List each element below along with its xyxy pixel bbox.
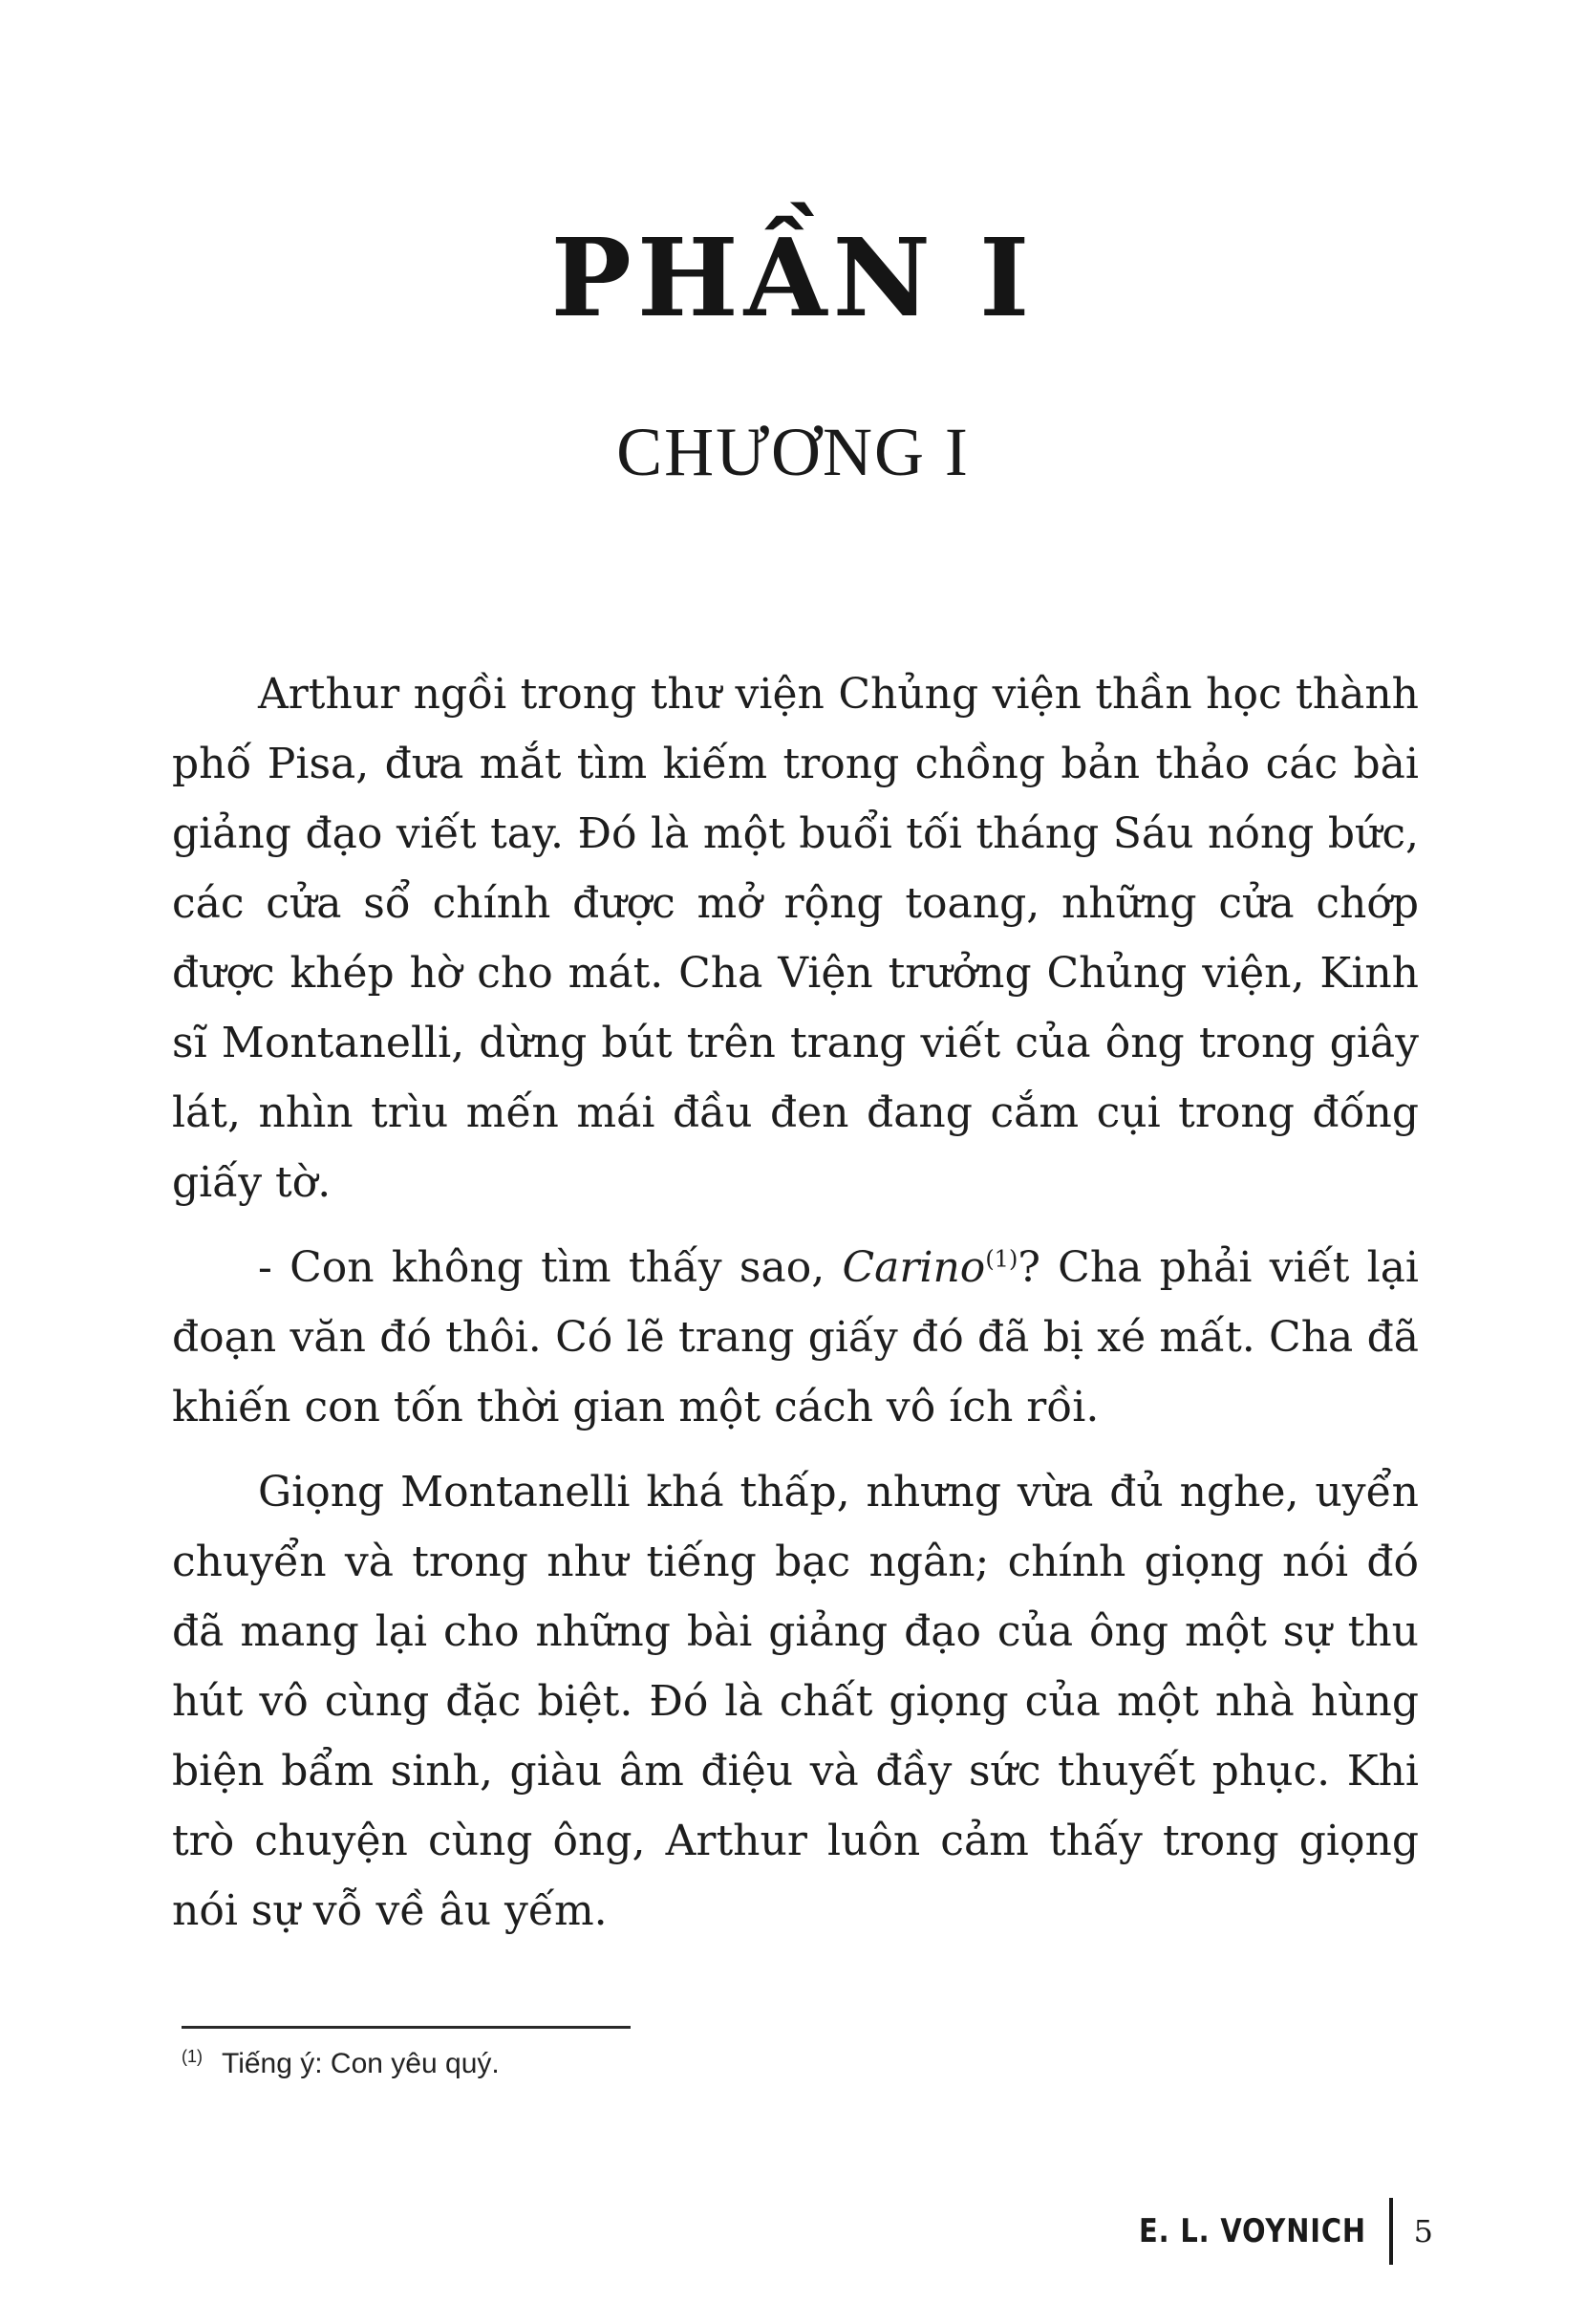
chapter-title: CHƯƠNG I bbox=[616, 414, 970, 490]
footnote-mark: (1) bbox=[182, 2047, 203, 2066]
author-name: E. L. VOYNICH bbox=[1138, 2212, 1366, 2250]
italic-word-carino: Carino bbox=[842, 1243, 986, 1292]
footnote-text: Tiếng ý: Con yêu quý. bbox=[222, 2048, 500, 2079]
footnote-divider bbox=[182, 2026, 631, 2029]
paragraph-1: Arthur ngồi trong thư viện Chủng viện thần học thành phố Pisa, đưa mắt tìm kiếm trong chồng bản thảo các bài giảng đạo viết tay. Đó là một buổi tối tháng Sáu nóng bức, các cửa sổ chính được mở rộng toang, những cửa chớp được khép hờ cho mát. Cha Viện trưởng Chủng viện, Kinh sĩ Montanelli, dừng bút trên trang viết của ông trong giây lát, nhìn trìu mến mái đầu đen đang cắm cụi trong đống giấy tờ. bbox=[172, 670, 1419, 1207]
paragraph-3: Giọng Montanelli khá thấp, nhưng vừa đủ nghe, uyển chuyển và trong như tiếng bạc ngân; chính giọng nói đó đã mang lại cho những bài giảng đạo của ông một sự thu hút vô cùng đặc biệt. Đó là chất giọng của một nhà hùng biện bẩm sinh, giàu âm điệu và đầy sức thuyết phục. Khi trò chuyện cùng ông, Arthur luôn cảm thấy trong giọng nói sự vỗ về âu yếm. bbox=[172, 1468, 1419, 1935]
paragraph-2-start: - Con không tìm thấy sao, bbox=[258, 1243, 843, 1292]
page-footer bbox=[1099, 2198, 1433, 2265]
chapter-body bbox=[172, 659, 1419, 1961]
paragraph-2 bbox=[172, 1233, 1419, 1442]
footnote-reference: (1) bbox=[985, 1245, 1018, 1273]
page-number: 5 bbox=[1413, 2213, 1433, 2249]
paragraph-2-end: ? Cha phải viết lại đoạn văn đó thôi. Có lẽ trang giấy đó đã bị xé mất. Cha đã khiến con tốn thời gian một cách vô ích rồi. bbox=[172, 1243, 1420, 1431]
footer-divider bbox=[1389, 2198, 1393, 2265]
footnote bbox=[182, 2045, 500, 2082]
part-title: PHẦN I bbox=[550, 216, 1036, 341]
